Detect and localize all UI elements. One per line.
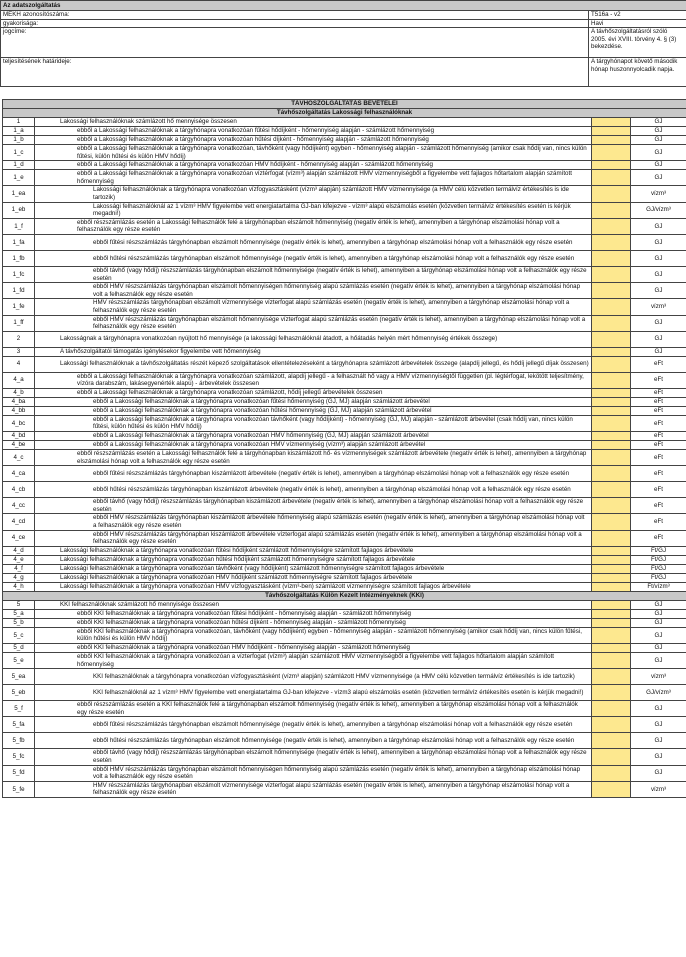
row-description: ebből távhő (vagy hődíj) részszámlázás tárgyhónapban elszámolt hőmennyisége (negatív érték is lehet), amennyiben a tárgyhónap elszámolási hónap volt a felhasználók egy része esetén bbox=[35, 749, 592, 765]
row-unit: eFt bbox=[631, 441, 686, 450]
row-code: 4_b bbox=[3, 388, 35, 397]
row-code: 4_f bbox=[3, 564, 35, 573]
row-description: KKI felhasználóknak a tárgyhónapra vonatkozóan vízfogyasztásként (vízm³ alapján) számlázott HMV vízmennyisége (a HMV célú közvetlen termálvíz értékesítés is ide tartozik) bbox=[35, 669, 592, 685]
value-input-cell[interactable] bbox=[592, 781, 631, 797]
table-row bbox=[3, 781, 686, 797]
row-description: ebből KKI felhasználóknak a tárgyhónapra vonatkozóan, távhőként (vagy hődíjként) egyben - hőmennyiség alapján - számlázott hőmennyiség (amikor csak hődíj van, nincs külön fűtési, külön hűtési és külön HMV hődíj) bbox=[35, 627, 592, 643]
row-code: 5_b bbox=[3, 618, 35, 627]
row-description: ebből HMV részszámlázás tárgyhónapban elszámolt hőmennyisége vízterfogat alapú számlázás esetén (negatív érték is lehet), amennyiben a tárgyhónap elszámolási hónap volt a felhasználók egy része esetén bbox=[35, 315, 592, 331]
table-row bbox=[3, 356, 686, 372]
value-input-cell[interactable] bbox=[592, 161, 631, 170]
row-description: KKI felhasználóknál az 1 vízm³ HMV figyelembe vett energiatartalma GJ-ban kifejezve - vízm3 alapú elszámolás esetén (közvetlen termálvíz értékesítés esetén is kérjük megadni!) bbox=[35, 685, 592, 701]
table-row bbox=[3, 388, 686, 397]
row-code: 5_fb bbox=[3, 733, 35, 749]
row-description: Lakossági felhasználóknak a tárgyhónapra vonatkozóan fűtési hődíjként számlázott hőmennyiségre számított fajlagos árbevétele bbox=[35, 546, 592, 555]
row-description: ebből távhő (vagy hődíj) részszámlázás tárgyhónapban elszámolt hőmennyisége (negatív érték is lehet), amennyiben a tárgyhónap elszámolási hónap volt a felhasználók egy része esetén bbox=[35, 266, 592, 282]
value-input-cell[interactable] bbox=[592, 250, 631, 266]
table-row bbox=[3, 701, 686, 717]
row-unit: GJ bbox=[631, 653, 686, 669]
table-row bbox=[3, 564, 686, 573]
table-row bbox=[3, 765, 686, 781]
row-unit: eFt bbox=[631, 432, 686, 441]
table-row bbox=[3, 530, 686, 546]
value-input-cell[interactable] bbox=[592, 388, 631, 397]
table-row bbox=[3, 170, 686, 186]
row-description: Lakossági felhasználóknak a tárgyhónapra vonatkozóan hűtési hődíjként számlázott hőmennyiségre számított fajlagos árbevétele bbox=[35, 555, 592, 564]
row-code: 1_fa bbox=[3, 234, 35, 250]
row-code: 1_c bbox=[3, 145, 35, 161]
value-input-cell[interactable] bbox=[592, 644, 631, 653]
table-row bbox=[3, 266, 686, 282]
row-code: 5_fa bbox=[3, 717, 35, 733]
row-code: 1_f bbox=[3, 218, 35, 234]
value-input-cell[interactable] bbox=[592, 701, 631, 717]
row-unit: vízm³ bbox=[631, 186, 686, 202]
value-input-cell[interactable] bbox=[592, 609, 631, 618]
row-unit: eFt bbox=[631, 514, 686, 530]
row-code: 4_bd bbox=[3, 432, 35, 441]
table-row bbox=[3, 415, 686, 431]
row-code: 4_cb bbox=[3, 482, 35, 498]
row-unit: GJ bbox=[631, 136, 686, 145]
table-row bbox=[3, 582, 686, 591]
table-row bbox=[3, 498, 686, 514]
row-unit: GJ bbox=[631, 234, 686, 250]
meta-label: gyakorisága: bbox=[1, 19, 589, 28]
row-description: ebből részszámlázás esetén a Lakossági felhasználók felé a tárgyhónapban kiszámlázott hő- és vízmennyiségek számlázott árbevétele (negatív érték is lehet), amennyiben a tárgyhónap elszámolási hónap volt a felhasználók egy része esetén bbox=[35, 450, 592, 466]
row-code: 4_ce bbox=[3, 530, 35, 546]
row-unit: eFt bbox=[631, 406, 686, 415]
row-description: A távhőszolgáltatói támogatás igénylésekor figyelembe vett hőmennyiség bbox=[35, 347, 592, 356]
section-header bbox=[3, 591, 686, 600]
table-row bbox=[3, 161, 686, 170]
value-input-cell[interactable] bbox=[592, 186, 631, 202]
row-unit: GJ bbox=[631, 600, 686, 609]
table-row bbox=[3, 136, 686, 145]
main-title: TÁVHŐSZOLGÁLTATÁS BEVÉTELEI bbox=[3, 100, 686, 109]
row-description: ebből a Lakossági felhasználóknak a tárgyhónapra vonatkozóan fűtési hődíjként - hőmennyiség alapján - számlázott hőmennyiség bbox=[35, 127, 592, 136]
row-description: KKI felhasználóknak számlázott hő mennyisége összesen bbox=[35, 600, 592, 609]
table-row bbox=[3, 432, 686, 441]
row-unit: GJ bbox=[631, 627, 686, 643]
value-input-cell[interactable] bbox=[592, 555, 631, 564]
row-code: 1_ea bbox=[3, 186, 35, 202]
row-code: 5_a bbox=[3, 609, 35, 618]
row-code: 1 bbox=[3, 118, 35, 127]
row-unit: GJ bbox=[631, 717, 686, 733]
table-row bbox=[3, 283, 686, 299]
meta-value[interactable]: T516a - v2 bbox=[589, 11, 686, 20]
row-description: ebből HMV részszámlázás tárgyhónapban elszámolt hőmennyiségen hőmennyiség alapú számlázás esetén (negatív érték is lehet), amennyiben a tárgyhónap elszámolási hónap volt a felhasználók egy része esetén bbox=[35, 283, 592, 299]
row-code: 5 bbox=[3, 600, 35, 609]
value-input-cell[interactable] bbox=[592, 372, 631, 388]
table-row bbox=[3, 609, 686, 618]
table-row bbox=[3, 514, 686, 530]
row-description: Lakossági felhasználóknak a tárgyhónapra vonatkozóan vízfogyasztásként (vízm³ alapján) számlázott HMV vízmennyisége (a HMV célú közvetlen termálvíz értékesítés is ide tartozik) bbox=[35, 186, 592, 202]
value-input-cell[interactable] bbox=[592, 685, 631, 701]
value-input-cell[interactable] bbox=[592, 406, 631, 415]
row-unit: Ft/vízm³ bbox=[631, 582, 686, 591]
table-row bbox=[3, 685, 686, 701]
row-code: 2 bbox=[3, 331, 35, 347]
row-description: ebből HMV részszámlázás tárgyhónapban kiszámlázott árbevétele hőmennyiség alapú számlázás esetén (negatív érték is lehet), amennyiben a tárgyhónap elszámolási hónap volt a felhasználók egy része esetén bbox=[35, 514, 592, 530]
row-unit: GJ bbox=[631, 733, 686, 749]
row-code: 4_e bbox=[3, 555, 35, 564]
value-input-cell[interactable] bbox=[592, 466, 631, 482]
row-description: ebből a Lakossági felhasználóknak a tárgyhónapra vonatkozóan HMV hőmennyiség (GJ, MJ) alapján számlázott árbevétel bbox=[35, 432, 592, 441]
row-code: 5_c bbox=[3, 627, 35, 643]
row-description: HMV részszámlázás tárgyhónapban elszámolt vízmennyisége vízterfogat alapú számlázás esetén (negatív érték is lehet), amennyiben a tárgyhónap elszámolási hónap volt a felhasználók egy része esetén bbox=[35, 299, 592, 315]
row-unit: GJ bbox=[631, 283, 686, 299]
value-input-cell[interactable] bbox=[592, 145, 631, 161]
row-description: ebből részszámlázás esetén a KKI felhasználók felé a tárgyhónapban elszámolt hőmennyiség (negatív érték is lehet), amennyiben a tárgyhónap elszámolási hónap volt a felhasználók egy része esetén bbox=[35, 701, 592, 717]
value-input-cell[interactable] bbox=[592, 415, 631, 431]
table-row bbox=[3, 397, 686, 406]
row-code: 1_fe bbox=[3, 299, 35, 315]
row-code: 4_c bbox=[3, 450, 35, 466]
row-description: ebből KKI felhasználóknak a tárgyhónapra vonatkozóan fűtési hődíjként - hőmennyiség alapján - számlázott hőmennyiség bbox=[35, 609, 592, 618]
table-row bbox=[3, 299, 686, 315]
value-input-cell[interactable] bbox=[592, 530, 631, 546]
row-unit: GJ bbox=[631, 218, 686, 234]
value-input-cell[interactable] bbox=[592, 582, 631, 591]
value-input-cell[interactable] bbox=[592, 218, 631, 234]
row-description: ebből KKI felhasználóknak a tárgyhónapra vonatkozóan HMV hődíjként - hőmennyiség alapján - számlázott hőmennyiség bbox=[35, 644, 592, 653]
row-unit: Ft/GJ bbox=[631, 546, 686, 555]
row-code: 1_fd bbox=[3, 283, 35, 299]
row-description: ebből a Lakossági felhasználóknak a tárgyhónapra vonatkozóan hűtési hőmennyiség (GJ, MJ) alapján számlázott árbevétel bbox=[35, 406, 592, 415]
value-input-cell[interactable] bbox=[592, 450, 631, 466]
table-row bbox=[3, 450, 686, 466]
row-description: ebből a Lakossági felhasználóknak a tárgyhónapra vonatkozóan víztérfogat (vízm³) alapján számlázott HMV vízmennyiségből a figyelembe vett fajlagos hőtartalom alapján számított hőmennyiség bbox=[35, 170, 592, 186]
meta-label: MEKH azonosítószáma: bbox=[1, 11, 589, 20]
row-code: 5_e bbox=[3, 653, 35, 669]
row-unit: eFt bbox=[631, 415, 686, 431]
value-input-cell[interactable] bbox=[592, 600, 631, 609]
meta-value[interactable]: A tárgyhónapot követő második hónap huszonnyolcadik napja. bbox=[589, 58, 686, 87]
table-row bbox=[3, 347, 686, 356]
table-row bbox=[3, 250, 686, 266]
table-row bbox=[3, 202, 686, 218]
table-row bbox=[3, 441, 686, 450]
value-input-cell[interactable] bbox=[592, 546, 631, 555]
value-input-cell[interactable] bbox=[592, 441, 631, 450]
meta-value[interactable]: Havi bbox=[589, 19, 686, 28]
row-unit: GJ bbox=[631, 644, 686, 653]
section-title: Távhőszolgáltatás Külön Kezelt Intézményeknek (KKI) bbox=[3, 591, 686, 600]
row-description: ebből a Lakossági felhasználóknak a tárgyhónapra vonatkozóan számlázott, alapdíj jellegű - a felhasznált hő vagy a HMV vízmennyiségtől független (pl. légtérfogat, lekötött teljesítmény, vízóra darabszám, lakásegyenérték alapú) - árbevételek összesen bbox=[35, 372, 592, 388]
table-row bbox=[3, 573, 686, 582]
row-description: ebből a Lakossági felhasználóknak a tárgyhónapra vonatkozóan fűtési hőmennyiség (GJ, MJ) alapján számlázott árbevétel bbox=[35, 397, 592, 406]
row-code: 1_ff bbox=[3, 315, 35, 331]
value-input-cell[interactable] bbox=[592, 202, 631, 218]
table-row bbox=[3, 186, 686, 202]
meta-label: teljesítésének határideje: bbox=[1, 58, 589, 87]
table-row bbox=[3, 627, 686, 643]
meta-title: Az adatszolgáltatás bbox=[1, 1, 686, 11]
value-input-cell[interactable] bbox=[592, 498, 631, 514]
value-input-cell[interactable] bbox=[592, 170, 631, 186]
row-unit: GJ bbox=[631, 315, 686, 331]
row-description: ebből a Lakossági felhasználóknak a tárgyhónapra vonatkozóan távhőként (vagy hődíjként) - hőmennyiség (GJ, MJ) alapján - számlázott árbevétel (csak hődíj van, nincs külön fűtési, külön hűtési és külön HMV hődíj) bbox=[35, 415, 592, 431]
value-input-cell[interactable] bbox=[592, 136, 631, 145]
row-unit: eFt bbox=[631, 388, 686, 397]
row-description: Lakossági felhasználóknak számlázott hő mennyisége összesen bbox=[35, 118, 592, 127]
value-input-cell[interactable] bbox=[592, 573, 631, 582]
value-input-cell[interactable] bbox=[592, 653, 631, 669]
row-description: ebből részszámlázás esetén a Lakossági felhasználók felé a tárgyhónapban elszámolt hőmennyiség (negatív érték is lehet), amennyiben a tárgyhónap elszámolási hónap volt a felhasználók egy része esetén bbox=[35, 218, 592, 234]
row-description: ebből hűtési részszámlázás tárgyhónapban elszámolt hőmennyisége (negatív érték is lehet), amennyiben a tárgyhónap elszámolási hónap volt a felhasználók egy része esetén bbox=[35, 250, 592, 266]
row-unit: eFt bbox=[631, 482, 686, 498]
table-row bbox=[3, 315, 686, 331]
row-unit: GJ bbox=[631, 170, 686, 186]
value-input-cell[interactable] bbox=[592, 266, 631, 282]
row-description: ebből a Lakossági felhasználóknak a tárgyhónapra vonatkozóan, távhőként (vagy hődíjként) egyben - hőmennyiség alapján - számlázott hőmennyiség (amikor csak hődíj van, nincs külön fűtési, külön hűtési és külön HMV hődíj) bbox=[35, 145, 592, 161]
table-row bbox=[3, 218, 686, 234]
row-description: ebből a Lakossági felhasználóknak a tárgyhónapra vonatkozóan számlázott, hődíj jellegű árbevételek összesen bbox=[35, 388, 592, 397]
value-input-cell[interactable] bbox=[592, 347, 631, 356]
row-unit: eFt bbox=[631, 466, 686, 482]
row-code: 4_d bbox=[3, 546, 35, 555]
row-description: HMV részszámlázás tárgyhónapban elszámolt vízmennyisége vízterfogat alapú számlázás esetén (negatív érték is lehet), amennyiben a tárgyhónap elszámolási hónap volt a felhasználók egy része esetén bbox=[35, 781, 592, 797]
section-title: Távhőszolgáltatás Lakossági felhasználóknak bbox=[3, 109, 686, 118]
row-unit: eFt bbox=[631, 498, 686, 514]
table-row bbox=[3, 372, 686, 388]
row-code: 1_a bbox=[3, 127, 35, 136]
row-code: 1_fb bbox=[3, 250, 35, 266]
table-row bbox=[3, 466, 686, 482]
row-unit: Ft/GJ bbox=[631, 555, 686, 564]
row-unit: GJ bbox=[631, 266, 686, 282]
row-unit: GJ bbox=[631, 609, 686, 618]
value-input-cell[interactable] bbox=[592, 627, 631, 643]
value-input-cell[interactable] bbox=[592, 432, 631, 441]
value-input-cell[interactable] bbox=[592, 669, 631, 685]
section-header bbox=[3, 109, 686, 118]
value-input-cell[interactable] bbox=[592, 514, 631, 530]
row-unit: GJ bbox=[631, 250, 686, 266]
table-row bbox=[3, 749, 686, 765]
row-code: 4_h bbox=[3, 582, 35, 591]
row-code: 1_d bbox=[3, 161, 35, 170]
row-unit: GJ bbox=[631, 701, 686, 717]
value-input-cell[interactable] bbox=[592, 127, 631, 136]
row-unit: Ft/GJ bbox=[631, 564, 686, 573]
value-input-cell[interactable] bbox=[592, 618, 631, 627]
row-unit: GJ bbox=[631, 765, 686, 781]
row-unit: vízm³ bbox=[631, 669, 686, 685]
row-unit: GJ bbox=[631, 127, 686, 136]
value-input-cell[interactable] bbox=[592, 234, 631, 250]
table-row bbox=[3, 733, 686, 749]
meta-value[interactable]: A távhőszolgáltatásról szóló 2005. évi XVIII. törvény 4. § (3) bekezdése. bbox=[589, 28, 686, 58]
meta-table bbox=[0, 0, 686, 87]
table-row bbox=[3, 145, 686, 161]
row-description: ebből hűtési részszámlázás tárgyhónapban kiszámlázott árbevétele (negatív érték is lehet), amennyiben a tárgyhónap elszámolási hónap volt a felhasználók egy része esetén bbox=[35, 482, 592, 498]
row-unit: vízm³ bbox=[631, 781, 686, 797]
row-code: 4_cd bbox=[3, 514, 35, 530]
row-description: ebből KKI felhasználóknak a tárgyhónapra vonatkozóan hűtési díjként - hőmennyiség alapján - számlázott hőmennyiség bbox=[35, 618, 592, 627]
row-description: ebből távhő (vagy hődíj) részszámlázás tárgyhónapban kiszámlázott árbevétele (negatív érték is lehet), amennyiben a tárgyhónap elszámolási hónap volt a felhasználók egy része esetén bbox=[35, 498, 592, 514]
row-unit: eFt bbox=[631, 450, 686, 466]
row-code: 3 bbox=[3, 347, 35, 356]
row-unit: GJ bbox=[631, 331, 686, 347]
row-unit: GJ bbox=[631, 749, 686, 765]
row-code: 4_ba bbox=[3, 397, 35, 406]
row-code: 5_d bbox=[3, 644, 35, 653]
row-description: ebből HMV részszámlázás tárgyhónapban kiszámlázott árbevétele vízterfogat alapú számlázás esetén (negatív érték is lehet), amennyiben a tárgyhónap elszámolási hónap volt a felhasználók egy része esetén bbox=[35, 530, 592, 546]
row-description: Lakossági felhasználóknak a távhőszolgáltatás részét képező szolgáltatások ellentételezéseként a tárgyhónapra számlázott árbevételek összege (alapdíj jellegű, és hődíj jellegű díjak összesen) bbox=[35, 356, 592, 372]
row-description: Lakossági felhasználóknak a tárgyhónapra vonatkozóan HMV vízfogyasztásként (vízm³-ben) számlázott vízmennyiségre számított fajlagos árbevétele bbox=[35, 582, 592, 591]
row-unit: GJ bbox=[631, 145, 686, 161]
row-code: 4_a bbox=[3, 372, 35, 388]
row-code: 5_fc bbox=[3, 749, 35, 765]
row-unit: vízm³ bbox=[631, 299, 686, 315]
table-row bbox=[3, 127, 686, 136]
value-input-cell[interactable] bbox=[592, 118, 631, 127]
row-code: 4_ca bbox=[3, 466, 35, 482]
row-description: ebből fűtési részszámlázás tárgyhónapban elszámolt hőmennyisége (negatív érték is lehet), amennyiben a tárgyhónap elszámolási hónap volt a felhasználók egy része esetén bbox=[35, 234, 592, 250]
row-unit: GJ bbox=[631, 618, 686, 627]
value-input-cell[interactable] bbox=[592, 315, 631, 331]
value-input-cell[interactable] bbox=[592, 331, 631, 347]
row-code: 1_fc bbox=[3, 266, 35, 282]
revenue-table bbox=[2, 99, 686, 798]
row-description: ebből a Lakossági felhasználóknak a tárgyhónapra vonatkozóan hűtési díjként - hőmennyiség alapján - számlázott hőmennyiség bbox=[35, 136, 592, 145]
row-unit: GJ/vízm³ bbox=[631, 202, 686, 218]
table-row bbox=[3, 406, 686, 415]
row-unit: eFt bbox=[631, 356, 686, 372]
table-row bbox=[3, 331, 686, 347]
row-code: 5_fe bbox=[3, 781, 35, 797]
table-row bbox=[3, 644, 686, 653]
value-input-cell[interactable] bbox=[592, 749, 631, 765]
row-code: 4_cc bbox=[3, 498, 35, 514]
table-row bbox=[3, 669, 686, 685]
row-unit: eFt bbox=[631, 397, 686, 406]
row-description: ebből HMV részszámlázás tárgyhónapban elszámolt hőmennyiségen hőmennyiség alapú számlázás esetén (negatív érték is lehet), amennyiben a tárgyhónap elszámolási hónap volt a felhasználók egy része esetén bbox=[35, 765, 592, 781]
row-unit: GJ bbox=[631, 118, 686, 127]
row-code: 5_f bbox=[3, 701, 35, 717]
row-description: Lakossági felhasználóknak a tárgyhónapra vonatkozóan HMV hődíjként számlázott hőmennyiségre számított fajlagos árbevétele bbox=[35, 573, 592, 582]
row-code: 4 bbox=[3, 356, 35, 372]
row-unit: eFt bbox=[631, 530, 686, 546]
row-code: 1_e bbox=[3, 170, 35, 186]
row-description: ebből fűtési részszámlázás tárgyhónapban elszámolt hőmennyisége (negatív érték is lehet), amennyiben a tárgyhónap elszámolási hónap volt a felhasználók egy része esetén bbox=[35, 717, 592, 733]
row-description: Lakossági felhasználóknál az 1 vízm³ HMV figyelembe vett energiatartalma GJ-ban kifejezve - vízm³ alapú elszámolás esetén (közvetlen termálvíz értékesítés esetén is kérjük megadni!) bbox=[35, 202, 592, 218]
row-code: 5_eb bbox=[3, 685, 35, 701]
value-input-cell[interactable] bbox=[592, 765, 631, 781]
table-row bbox=[3, 118, 686, 127]
row-code: 1_b bbox=[3, 136, 35, 145]
value-input-cell[interactable] bbox=[592, 397, 631, 406]
value-input-cell[interactable] bbox=[592, 733, 631, 749]
table-row bbox=[3, 618, 686, 627]
row-code: 5_ea bbox=[3, 669, 35, 685]
table-row bbox=[3, 546, 686, 555]
value-input-cell[interactable] bbox=[592, 356, 631, 372]
row-description: ebből fűtési részszámlázás tárgyhónapban kiszámlázott árbevétele (negatív érték is lehet), amennyiben a tárgyhónap elszámolási hónap volt a felhasználók egy része esetén bbox=[35, 466, 592, 482]
row-code: 4_be bbox=[3, 441, 35, 450]
row-code: 4_bb bbox=[3, 406, 35, 415]
row-unit: GJ/vízm³ bbox=[631, 685, 686, 701]
row-description: ebből KKI felhasználóknak a tárgyhónapra vonatkozóan a vízterfogat (vízm³) alapján számlázott HMV vízmennyiségből a figyelembe vett fajlagos hőtartalom alapján számított hőmennyiség bbox=[35, 653, 592, 669]
row-code: 4_g bbox=[3, 573, 35, 582]
row-unit: eFt bbox=[631, 372, 686, 388]
table-row bbox=[3, 717, 686, 733]
value-input-cell[interactable] bbox=[592, 564, 631, 573]
row-unit: Ft/GJ bbox=[631, 573, 686, 582]
row-code: 5_fd bbox=[3, 765, 35, 781]
value-input-cell[interactable] bbox=[592, 717, 631, 733]
value-input-cell[interactable] bbox=[592, 482, 631, 498]
meta-label: jogcíme: bbox=[1, 28, 589, 58]
row-description: ebből a Lakossági felhasználóknak a tárgyhónapra vonatkozóan HMV hődíjként - hőmennyiség alapján - számlázott hőmennyiség bbox=[35, 161, 592, 170]
row-code: 1_eb bbox=[3, 202, 35, 218]
row-unit: GJ bbox=[631, 347, 686, 356]
table-row bbox=[3, 234, 686, 250]
table-row bbox=[3, 653, 686, 669]
row-description: Lakossági felhasználóknak a tárgyhónapra vonatkozóan távhőként (vagy hődíjként) számlázott hőmennyiségre számított fajlagos árbevétele bbox=[35, 564, 592, 573]
row-code: 4_bc bbox=[3, 415, 35, 431]
value-input-cell[interactable] bbox=[592, 299, 631, 315]
table-row bbox=[3, 555, 686, 564]
value-input-cell[interactable] bbox=[592, 283, 631, 299]
row-unit: GJ bbox=[631, 161, 686, 170]
table-row bbox=[3, 600, 686, 609]
row-description: Lakosságnak a tárgyhónapra vonatkozóan nyújtott hő mennyisége (a lakossági felhasználóknál átadott, a hőátadás helyén mért hőmennyiség értékek összege) bbox=[35, 331, 592, 347]
table-row bbox=[3, 482, 686, 498]
row-description: ebből a Lakossági felhasználóknak a tárgyhónapra vonatkozóan HMV vízmennyiség (vízm³) alapján számlázott árbevétel bbox=[35, 441, 592, 450]
row-description: ebből hűtési részszámlázás tárgyhónapban elszámolt hőmennyisége (negatív érték is lehet), amennyiben a tárgyhónap elszámolási hónap volt a felhasználók egy része esetén bbox=[35, 733, 592, 749]
